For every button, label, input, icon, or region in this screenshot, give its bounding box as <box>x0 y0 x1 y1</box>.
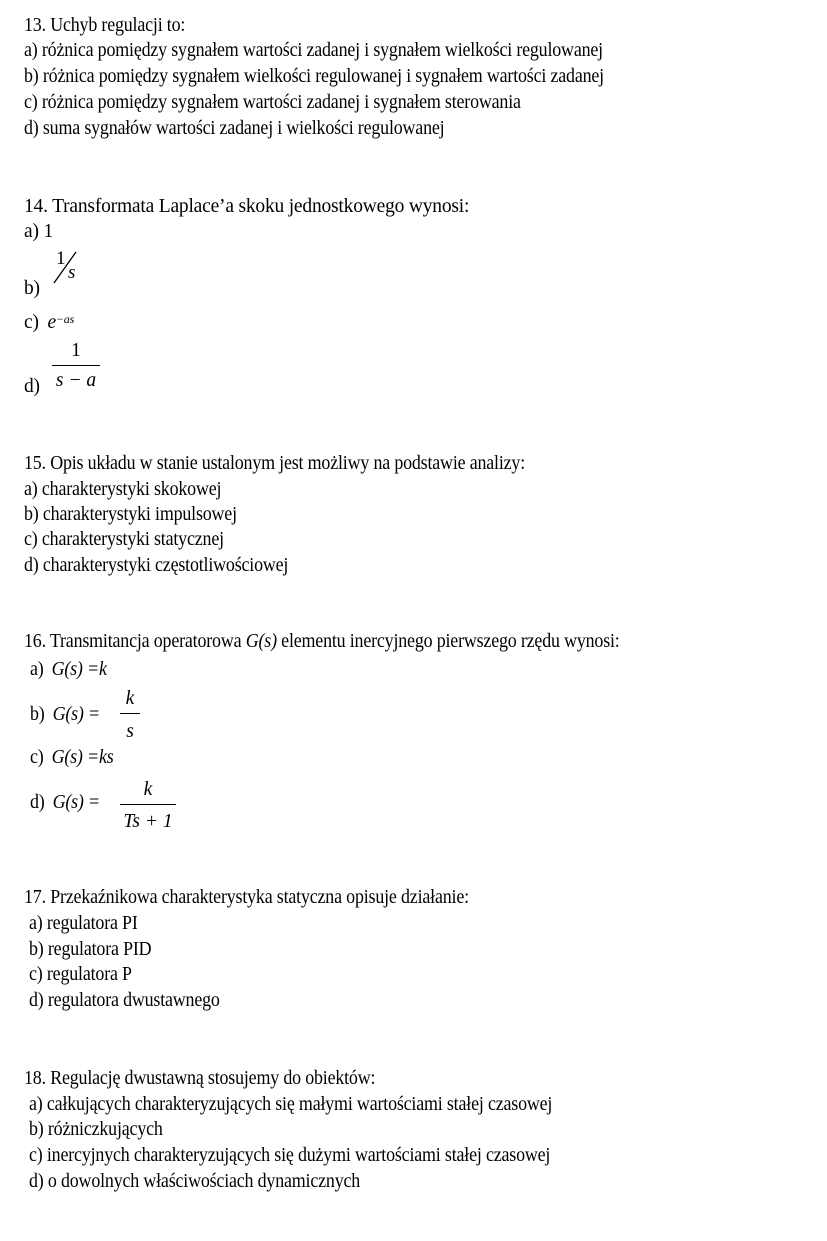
option-text: o dowolnych właściwościach dynamicznych <box>47 1171 361 1192</box>
option-label: d) <box>29 1171 44 1192</box>
option-14d-formula <box>52 340 100 392</box>
option-17b <box>29 939 151 961</box>
question-text: Opis układu w stanie ustalonym jest możliwy na podstawie analizy: <box>50 453 526 474</box>
fraction-denominator: Ts + 1 <box>120 804 176 833</box>
option-17a <box>29 913 138 935</box>
option-16d <box>30 792 100 814</box>
option-label: a) <box>24 479 38 500</box>
option-13c <box>24 92 521 114</box>
fraction-denominator: s <box>120 713 140 743</box>
option-14c <box>24 312 74 334</box>
option-label: d) <box>29 990 44 1011</box>
formula-rhs: k <box>98 659 107 680</box>
option-label: c) <box>24 312 39 333</box>
formula-lhs: G(s) = <box>52 704 100 725</box>
question-14-title <box>24 196 469 218</box>
question-number: 13. <box>24 15 46 36</box>
option-label: c) <box>29 964 43 985</box>
option-16d-fraction <box>120 779 176 833</box>
option-label: b) <box>24 66 39 87</box>
question-18-title <box>24 1068 375 1090</box>
option-17c <box>29 964 132 986</box>
option-15c <box>24 529 224 551</box>
option-15b <box>24 504 237 526</box>
option-label: b) <box>29 1119 44 1140</box>
option-label: a) <box>29 913 43 934</box>
option-label: c) <box>24 92 38 113</box>
option-14d-label <box>24 376 40 398</box>
question-text: elementu inercyjnego pierwszego rzędu wynosi: <box>281 631 620 652</box>
option-label: a) <box>24 221 39 242</box>
option-text: regulatora dwustawnego <box>47 990 220 1011</box>
option-label: c) <box>29 1145 43 1166</box>
option-text: suma sygnałów wartości zadanej i wielkości regulowanej <box>42 118 445 139</box>
option-text: całkujących charakteryzujących się małymi wartościami stałej czasowej <box>46 1094 553 1115</box>
option-text: regulatora PID <box>47 939 152 960</box>
question-16-title <box>24 631 620 653</box>
option-text: charakterystyki statycznej <box>41 529 224 550</box>
option-17d <box>29 990 220 1012</box>
option-18a <box>29 1094 552 1116</box>
option-text: różnica pomiędzy sygnałem wartości zadanej i sygnałem sterowania <box>41 92 521 113</box>
option-14a <box>24 221 53 243</box>
option-label: c) <box>30 747 44 768</box>
option-text: 1 <box>43 221 53 242</box>
option-14b-label <box>24 278 40 300</box>
option-label: a) <box>24 40 38 61</box>
fraction-denominator: s − a <box>52 365 100 392</box>
option-label: d) <box>24 118 39 139</box>
option-text: charakterystyki skokowej <box>41 479 222 500</box>
option-text: charakterystyki impulsowej <box>42 504 237 525</box>
option-text: regulatora P <box>46 964 132 985</box>
formula-lhs: G(s) = <box>51 659 99 680</box>
question-15-title <box>24 453 525 475</box>
fraction-numerator: 1 <box>71 340 81 361</box>
option-label: b) <box>29 939 44 960</box>
question-math: G(s) <box>245 631 277 652</box>
option-text: charakterystyki częstotliwościowej <box>42 555 289 576</box>
question-text: Regulację dwustawną stosujemy do obiektów: <box>50 1068 376 1089</box>
option-text: regulatora PI <box>46 913 138 934</box>
option-14b-formula <box>50 248 86 288</box>
option-18b <box>29 1119 163 1141</box>
option-label: d) <box>30 792 45 813</box>
option-16b-fraction <box>120 688 140 743</box>
exp-exponent: −as <box>55 312 75 326</box>
fraction-denominator: s <box>68 262 76 283</box>
option-label: a) <box>29 1094 43 1115</box>
question-number: 17. <box>24 887 46 908</box>
fraction-numerator: k <box>125 688 135 709</box>
exp-base: e <box>47 312 56 333</box>
option-label: b) <box>30 704 45 725</box>
question-text: Transmitancja operatorowa <box>49 631 242 652</box>
option-label: b) <box>24 504 39 525</box>
option-18d <box>29 1171 360 1193</box>
option-label: a) <box>30 659 44 680</box>
option-text: różnica pomiędzy sygnałem wartości zadanej i sygnałem wielkości regulowanej <box>41 40 603 61</box>
option-13d <box>24 118 444 140</box>
formula-lhs: G(s) = <box>51 747 99 768</box>
option-16c <box>30 747 114 769</box>
option-text: różnica pomiędzy sygnałem wielkości regulowanej i sygnałem wartości zadanej <box>42 66 604 87</box>
fraction-numerator: 1 <box>56 248 66 269</box>
formula-rhs: ks <box>98 747 114 768</box>
question-text: Transformata Laplace’a skoku jednostkowego wynosi: <box>52 196 470 217</box>
fraction-numerator: k <box>143 779 153 800</box>
option-15a <box>24 479 221 501</box>
question-number: 15. <box>24 453 46 474</box>
formula-lhs: G(s) = <box>52 792 100 813</box>
question-17-title <box>24 887 469 909</box>
option-16b <box>30 704 100 726</box>
question-number: 16. <box>24 631 46 652</box>
slash-fraction-bar-icon <box>50 250 80 286</box>
option-16a <box>30 659 107 681</box>
question-text: Przekaźnikowa charakterystyka statyczna opisuje działanie: <box>50 887 469 908</box>
option-13a <box>24 40 603 62</box>
option-18c <box>29 1145 550 1167</box>
question-number: 14. <box>24 196 48 217</box>
option-text: inercyjnych charakteryzujących się dużymi wartościami stałej czasowej <box>46 1145 551 1166</box>
option-15d <box>24 555 288 577</box>
option-text: różniczkujących <box>47 1119 163 1140</box>
option-label: c) <box>24 529 38 550</box>
question-13-title <box>24 15 185 37</box>
option-13b <box>24 66 604 88</box>
option-label: d) <box>24 555 39 576</box>
option-label: b) <box>24 278 40 299</box>
option-label: d) <box>24 376 40 397</box>
question-text: Uchyb regulacji to: <box>50 15 186 36</box>
question-number: 18. <box>24 1068 46 1089</box>
